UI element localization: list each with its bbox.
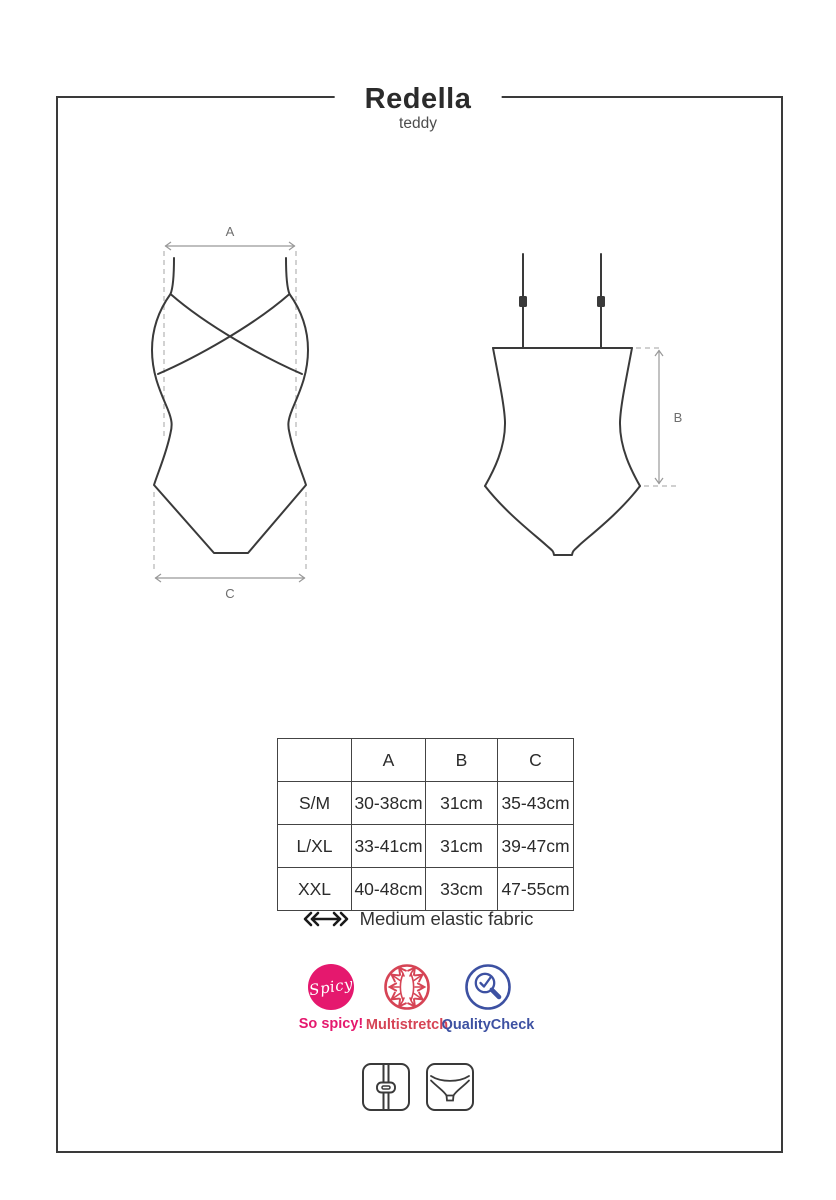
- value-b: 33cm: [426, 868, 498, 911]
- table-row: [278, 825, 574, 868]
- value-c: 35-43cm: [498, 782, 574, 825]
- measure-a-label: A: [225, 224, 235, 239]
- size-table: [277, 738, 574, 911]
- product-subtitle: teddy: [399, 115, 437, 132]
- size-label: L/XL: [278, 825, 352, 868]
- value-a: 33-41cm: [352, 825, 426, 868]
- feature-icons-row: [0, 1063, 836, 1111]
- size-table-col-a: A: [352, 739, 426, 782]
- strap-adjuster-left: [519, 296, 527, 307]
- size-table-col-c: C: [498, 739, 574, 782]
- magnifier-check-icon: [464, 963, 512, 1011]
- value-c: 39-47cm: [498, 825, 574, 868]
- front-garment-outline: [152, 258, 308, 553]
- qualitycheck-label: QualityCheck: [441, 1017, 535, 1033]
- measure-c-arrow: [155, 574, 305, 582]
- size-label: XXL: [278, 868, 352, 911]
- fabric-label: Medium elastic fabric: [359, 908, 534, 929]
- measure-b-label: B: [673, 410, 683, 425]
- badge-qualitycheck: [440, 963, 536, 1033]
- title-block: [335, 58, 502, 147]
- size-label: S/M: [278, 782, 352, 825]
- strap-adjuster-right: [597, 296, 605, 307]
- fabric-note: [0, 908, 836, 930]
- measure-a-arrow: [165, 242, 295, 250]
- value-a: 40-48cm: [352, 868, 426, 911]
- value-a: 30-38cm: [352, 782, 426, 825]
- double-arrow-icon: [303, 909, 349, 929]
- spicy-icon: [308, 964, 354, 1010]
- front-view-diagram: [145, 222, 315, 600]
- value-b: 31cm: [426, 782, 498, 825]
- brand-title: Redella: [364, 83, 472, 115]
- spicy-circle-text: Spicy: [307, 974, 355, 1000]
- table-row: [278, 782, 574, 825]
- table-row: [278, 868, 574, 911]
- adjustable-strap-icon: [362, 1063, 410, 1111]
- thong-cut-icon: [426, 1063, 474, 1111]
- size-table-header-row: [278, 739, 574, 782]
- value-b: 31cm: [426, 825, 498, 868]
- measure-b-arrow: [655, 350, 663, 484]
- value-c: 47-55cm: [498, 868, 574, 911]
- size-table-corner-cell: [278, 739, 352, 782]
- measure-c-label: C: [225, 586, 235, 600]
- back-garment-outline: [485, 254, 640, 555]
- size-table-col-b: B: [426, 739, 498, 782]
- stretch-arrows-icon: [383, 963, 431, 1011]
- multistretch-label: Multistretch: [365, 1017, 449, 1033]
- spicy-label: So spicy!: [298, 1016, 364, 1032]
- back-view-diagram: [478, 250, 702, 580]
